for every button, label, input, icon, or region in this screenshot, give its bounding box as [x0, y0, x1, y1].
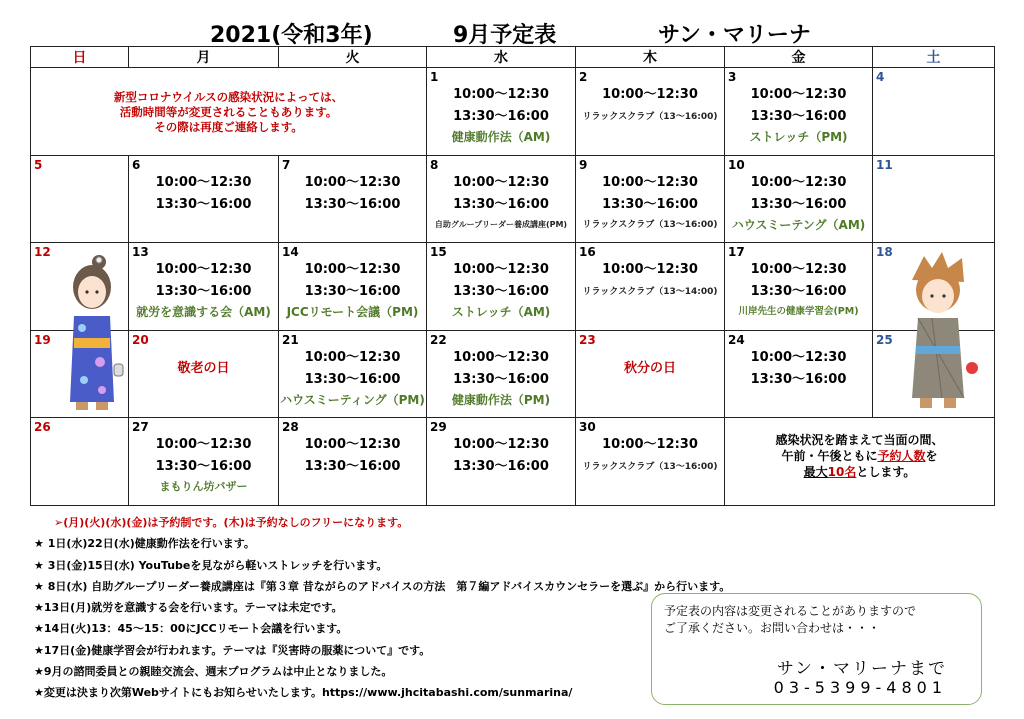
note-reservation: ➢(月)(火)(水)(金)は予約制です。(木)は予約なしのフリーになります。 — [54, 516, 409, 529]
time-slot-am: 10:00～12:30 — [453, 262, 549, 278]
time-slot-pm: 13:30～16:00 — [304, 371, 401, 387]
day-cell — [725, 68, 873, 156]
day-cell — [427, 418, 576, 506]
day-cell — [279, 330, 427, 418]
day-number: 29 — [430, 420, 447, 435]
day-note: JCCリモート会議（PM) — [286, 305, 419, 320]
time-slot-pm: 13:30～16:00 — [304, 459, 401, 475]
weekday-sun: 日 — [31, 47, 129, 68]
day-number: 25 — [876, 332, 893, 347]
header-org: サン・マリーナ — [658, 23, 811, 48]
day-number: 26 — [34, 420, 51, 435]
day-cell — [725, 243, 873, 331]
note-item: ★9月の諮問委員との親睦交流会、週末プログラムは中止となりました。 — [34, 665, 393, 679]
calendar-table — [30, 46, 995, 506]
time-slot-pm: 13:30～16:00 — [304, 284, 401, 300]
day-number: 14 — [282, 245, 299, 260]
note-item: ★14日(火)13：45～15：00にJCCリモート会議を行います。 — [34, 622, 348, 636]
capacity-notice: 感染状況を踏まえて当面の間、 午前・午後ともに予約人数を 最大10名とします。 — [775, 433, 944, 480]
day-number: 2 — [579, 70, 588, 84]
day-cell — [576, 330, 725, 418]
header-year: 2021(令和3年) — [210, 23, 373, 48]
day-number: 24 — [728, 332, 745, 347]
day-number: 6 — [132, 157, 141, 172]
time-slot-am: 10:00～12:30 — [750, 174, 847, 190]
header-month-title: 9月予定表 — [453, 23, 557, 48]
day-number: 9 — [579, 157, 588, 172]
day-cell — [427, 155, 576, 243]
day-cell — [279, 418, 427, 506]
time-slot-am: 10:00～12:30 — [304, 349, 401, 365]
covid-notice: 新型コロナウイルスの感染状況によっては、 活動時間等が変更されることもあります。 その際は再度ご連絡します。 — [113, 90, 344, 134]
day-cell — [873, 68, 995, 156]
day-cell — [725, 330, 873, 418]
day-cell — [279, 155, 427, 243]
contact-box — [651, 593, 982, 705]
time-slot-am: 10:00～12:30 — [602, 262, 698, 278]
weekday-mon: 月 — [129, 47, 279, 68]
time-slot-pm: 13:30～16:00 — [155, 459, 252, 475]
contact-phone: 03-5399-4801 — [773, 678, 947, 697]
time-slot-pm: 13:30～16:00 — [750, 109, 847, 124]
day-number: 19 — [34, 332, 51, 347]
time-slot-pm: 13:30～16:00 — [453, 371, 549, 387]
girl-yukata-illustration — [52, 252, 132, 418]
day-number: 21 — [282, 332, 299, 347]
day-cell — [427, 330, 576, 418]
day-number: 10 — [728, 157, 745, 172]
day-number: 8 — [430, 157, 439, 172]
day-cell — [725, 155, 873, 243]
note-item: ★ 8日(水) 自助グループリーダー養成講座は『第３章 昔ながらのアドバイスの方法 第７編アドバイスカウンセラーを選ぶ』から行います。 — [34, 579, 731, 593]
day-number: 17 — [728, 245, 745, 260]
time-slot-am: 10:00～12:30 — [602, 437, 698, 453]
time-slot-pm: 13:30～16:00 — [453, 284, 549, 300]
contact-org: サン・マリーナまで — [776, 659, 947, 679]
day-note: リラックスクラブ（13～14:00) — [582, 287, 718, 298]
day-number: 18 — [876, 245, 893, 260]
weekday-fri: 金 — [725, 47, 873, 68]
day-cell — [279, 243, 427, 331]
note-item: ★17日(金)健康学習会が行われます。テーマは『災害時の服薬について』です。 — [34, 643, 431, 657]
time-slot-am: 10:00～12:30 — [453, 87, 549, 102]
day-number: 3 — [728, 70, 737, 84]
time-slot-am: 10:00～12:30 — [304, 437, 401, 453]
day-number: 22 — [430, 332, 447, 347]
time-slot-pm: 13:30～16:00 — [453, 196, 549, 212]
day-note: リラックスクラブ（13～16:00) — [582, 112, 718, 122]
contact-message: 予定表の内容は変更されることがありますので ご了承ください。お問い合わせは・・・ — [664, 604, 917, 635]
covid-notice-cell — [31, 68, 427, 156]
capacity-notice-cell — [725, 418, 995, 506]
time-slot-am: 10:00～12:30 — [602, 87, 698, 102]
day-number: 11 — [876, 157, 893, 172]
day-number: 13 — [132, 245, 149, 260]
day-note: 就労を意識する会（AM) — [136, 305, 271, 320]
time-slot-am: 10:00～12:30 — [453, 174, 549, 190]
note-item: ★ 3日(金)15日(水) YouTubeを見ながら軽いストレッチを行います。 — [34, 558, 388, 572]
time-slot-pm: 13:30～16:00 — [155, 196, 252, 212]
day-cell — [576, 68, 725, 156]
day-number: 30 — [579, 420, 596, 435]
day-cell — [129, 155, 279, 243]
weekday-wed: 水 — [427, 47, 576, 68]
day-number: 28 — [282, 420, 299, 435]
day-cell — [129, 418, 279, 506]
note-website: ★変更は決まり次第Webサイトにもお知らせいたします。https://www.jhcitabashi.com/sunmarina/ — [34, 686, 573, 700]
day-cell — [427, 243, 576, 331]
day-note: まもりん坊バザー — [159, 480, 248, 494]
time-slot-am: 10:00～12:30 — [155, 437, 252, 453]
day-note: リラックスクラブ（13～16:00) — [582, 219, 718, 230]
time-slot-pm: 13:30～16:00 — [155, 284, 252, 300]
day-cell — [427, 68, 576, 156]
day-note: ハウスミーテング（AM) — [731, 217, 866, 232]
time-slot-am: 10:00～12:30 — [304, 262, 401, 278]
day-note: 健康動作法（AM) — [451, 130, 551, 144]
time-slot-pm: 13:30～16:00 — [750, 371, 847, 387]
time-slot-am: 10:00～12:30 — [155, 262, 252, 278]
day-cell — [576, 155, 725, 243]
weekday-sat: 土 — [873, 47, 995, 68]
day-number: 12 — [34, 245, 51, 260]
day-note: ストレッチ（AM) — [451, 305, 551, 320]
day-number: 23 — [579, 332, 596, 347]
time-slot-pm: 13:30～16:00 — [750, 284, 847, 300]
weekday-thu: 木 — [576, 47, 725, 68]
boy-yukata-illustration — [892, 250, 984, 420]
time-slot-am: 10:00～12:30 — [602, 174, 698, 190]
day-note: 川岸先生の健康学習会(PM) — [738, 306, 859, 318]
time-slot-am: 10:00～12:30 — [750, 349, 847, 365]
day-cell — [576, 243, 725, 331]
day-number: 1 — [430, 70, 439, 84]
time-slot-am: 10:00～12:30 — [304, 174, 401, 190]
day-number: 27 — [132, 420, 149, 435]
time-slot-pm: 13:30～16:00 — [304, 196, 401, 212]
time-slot-am: 10:00～12:30 — [750, 262, 847, 278]
holiday-label: 秋分の日 — [623, 360, 676, 376]
day-note: ストレッチ（PM) — [749, 130, 848, 144]
note-item: ★ 1日(水)22日(水)健康動作法を行います。 — [34, 537, 255, 551]
day-note: リラックスクラブ（13～16:00) — [582, 462, 718, 473]
time-slot-pm: 13:30～16:00 — [453, 459, 549, 475]
day-number: 5 — [34, 157, 43, 172]
day-number: 15 — [430, 245, 447, 260]
day-cell — [31, 418, 129, 506]
day-note: 健康動作法（PM) — [451, 392, 551, 407]
day-cell — [129, 243, 279, 331]
time-slot-pm: 13:30～16:00 — [453, 109, 549, 124]
time-slot-am: 10:00～12:30 — [453, 437, 549, 453]
time-slot-am: 10:00～12:30 — [155, 174, 252, 190]
day-number: 16 — [579, 245, 596, 260]
day-number: 4 — [876, 70, 885, 84]
time-slot-am: 10:00～12:30 — [750, 87, 847, 102]
day-cell — [576, 418, 725, 506]
time-slot-am: 10:00～12:30 — [453, 349, 549, 365]
day-number: 7 — [282, 157, 291, 172]
weekday-tue: 火 — [279, 47, 427, 68]
day-cell — [31, 155, 129, 243]
note-item: ★13日(月)就労を意識する会を行います。テーマは未定です。 — [34, 601, 343, 615]
day-cell — [129, 330, 279, 418]
day-number: 20 — [132, 332, 149, 347]
time-slot-pm: 13:30～16:00 — [750, 196, 847, 212]
holiday-label: 敬老の日 — [177, 360, 230, 376]
time-slot-pm: 13:30～16:00 — [602, 196, 698, 212]
day-cell — [873, 155, 995, 243]
day-note: ハウスミーティング（PM) — [280, 392, 425, 407]
day-note: 自助グループリーダー養成講座(PM) — [434, 219, 568, 229]
